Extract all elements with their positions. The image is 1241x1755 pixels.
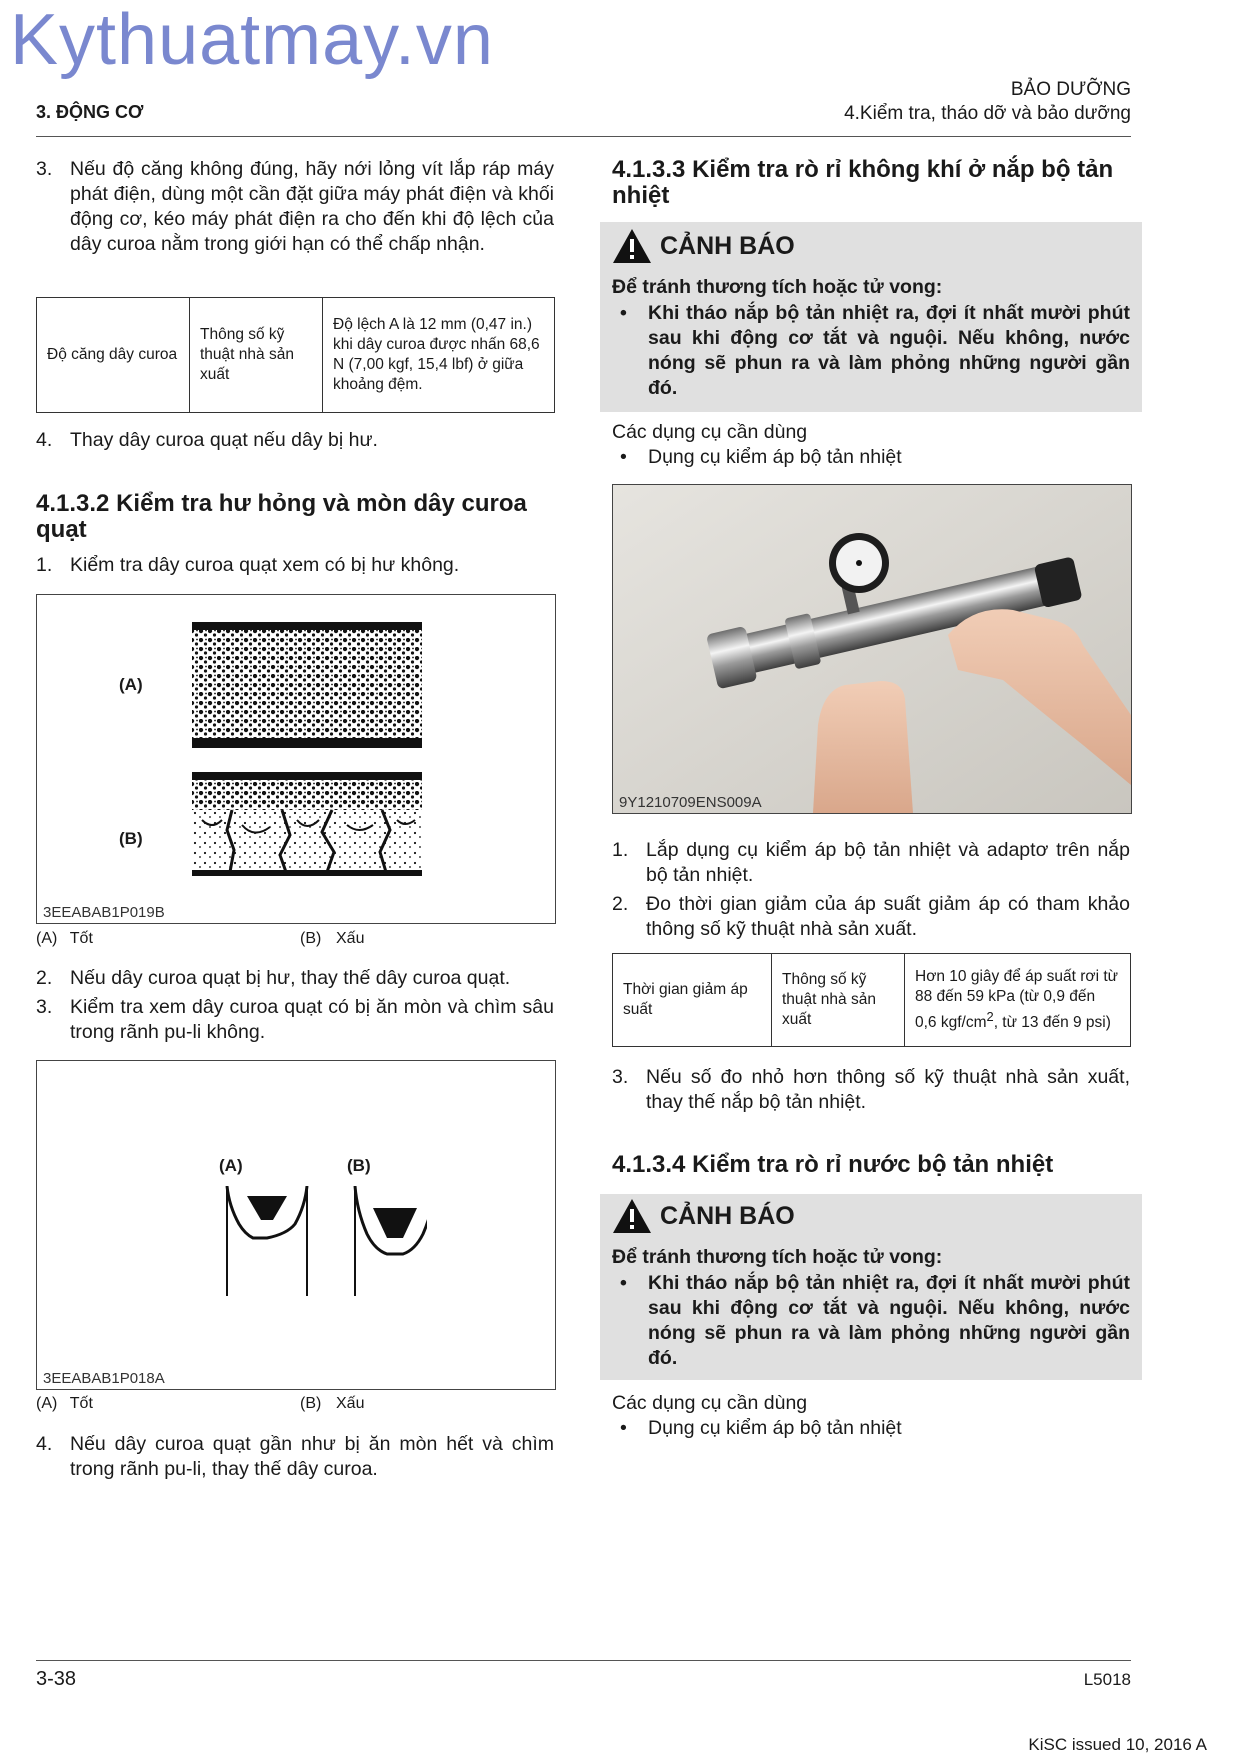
tools-label: Các dụng cụ cần dùng xyxy=(612,421,808,443)
figure2-caption xyxy=(36,1395,554,1413)
pulley-groove-figure xyxy=(36,1060,556,1390)
page-number: 3-38 xyxy=(36,1668,77,1690)
section2-step-3 xyxy=(36,995,554,1045)
section-heading-4-1-3-2: 4.1.3.2 Kiểm tra hư hỏng và mòn dây curoa quạt xyxy=(36,490,527,543)
chapter-title: 3. ĐỘNG CƠ xyxy=(36,102,144,122)
step-text: Kiểm tra dây curoa quạt xem có bị hư không. xyxy=(70,554,460,576)
step-number: 3. xyxy=(36,158,53,180)
warning-text: Khi tháo nắp bộ tản nhiệt ra, đợi ít nhất mười phút sau khi động cơ tắt và nguội. Nếu không, nước nóng sẽ phun ra và làm phỏng những người gần đó. xyxy=(648,302,1130,399)
groove-b-bad xyxy=(355,1186,427,1296)
step-number: 2. xyxy=(36,967,53,989)
warning-lead: Để tránh thương tích hoặc tử vong: xyxy=(612,276,943,298)
step-number: 4. xyxy=(36,1433,53,1455)
tools-label: Các dụng cụ cần dùng xyxy=(612,1392,808,1414)
spec-value-cell: Độ lệch A là 12 mm (0,47 in.) khi dây curoa được nhấn 68,6 N (7,00 kgf, 15,4 lbf) ở giữa khoảng đệm. xyxy=(323,298,555,413)
caption-value-a: Tốt xyxy=(69,930,93,947)
section3-step-1 xyxy=(612,838,1130,888)
belt-damage-figure xyxy=(36,594,556,924)
caption-key-a: (A) xyxy=(36,1395,58,1412)
belt-cross-section-illustration xyxy=(172,620,422,880)
spec-value-part2: , từ 13 đến 9 psi) xyxy=(993,1014,1111,1032)
caption-key-b: (B) xyxy=(300,1395,322,1412)
issue-info: KiSC issued 10, 2016 A xyxy=(1028,1735,1207,1754)
warning-title-text: CẢNH BÁO xyxy=(660,1201,795,1230)
warning-body xyxy=(612,301,1130,401)
spec-value-superscript: 2 xyxy=(986,1008,994,1024)
warning-body xyxy=(612,1271,1130,1371)
step-text: Thay dây curoa quạt nếu dây bị hư. xyxy=(70,429,378,451)
step-text: Kiểm tra xem dây curoa quạt có bị ăn mòn và chìm sâu trong rãnh pu-li không. xyxy=(70,996,554,1043)
bullet-glyph: • xyxy=(620,302,627,324)
warning-triangle-icon xyxy=(612,228,652,264)
header-divider xyxy=(36,136,1131,137)
step-number: 2. xyxy=(612,893,629,915)
photo-code: 9Y1210709ENS009A xyxy=(619,794,762,811)
step-3 xyxy=(36,157,554,257)
warning-lead: Để tránh thương tích hoặc tử vong: xyxy=(612,1246,943,1268)
section-header xyxy=(844,78,1131,126)
pressure-drop-spec-table xyxy=(612,953,1131,1047)
figure-code: 3EEABAB1P019B xyxy=(43,904,165,921)
section2-step-2 xyxy=(36,966,554,991)
tool-name: Dụng cụ kiểm áp bộ tản nhiệt xyxy=(648,446,902,468)
section-heading-4-1-3-4: 4.1.3.4 Kiểm tra rò rỉ nước bộ tản nhiệt xyxy=(612,1151,1054,1178)
spec-type-cell: Thông số kỹ thuật nhà sản xuất xyxy=(190,298,323,413)
caption-value-a: Tốt xyxy=(69,1395,93,1412)
section-heading-4-1-3-3: 4.1.3.3 Kiểm tra rò rỉ không khí ở nắp bộ tản nhiệt xyxy=(612,156,1114,209)
caption-key-a: (A) xyxy=(36,930,58,947)
section-header-line1: BẢO DƯỠNG xyxy=(1010,79,1131,100)
belt-b-cracked xyxy=(192,772,422,876)
warning-title-text: CẢNH BÁO xyxy=(660,231,795,260)
tool-item xyxy=(612,1416,1130,1441)
tester-illustration xyxy=(613,485,1131,813)
section3-step-2 xyxy=(612,892,1130,942)
bullet-glyph: • xyxy=(620,1272,627,1294)
spec-item-cell: Thời gian giảm áp suất xyxy=(613,954,772,1047)
step-4 xyxy=(36,428,554,453)
warning-triangle-icon xyxy=(612,1198,652,1234)
footer-divider xyxy=(36,1660,1131,1661)
step-number: 4. xyxy=(36,429,53,451)
tool-item xyxy=(612,445,1130,470)
step-number: 3. xyxy=(36,996,53,1018)
step-text: Nếu độ căng không đúng, hãy nới lỏng vít lắp ráp máy phát điện, dùng một cần đặt giữa máy phát điện và khối động cơ, kéo máy phát điện ra cho đến khi độ lệch của dây curoa nằm trong giới hạn có thể chấp nhận. xyxy=(70,158,554,255)
groove-a-good xyxy=(227,1186,307,1296)
radiator-tester-photo xyxy=(612,484,1132,814)
warning-box xyxy=(600,1194,1142,1380)
warning-text: Khi tháo nắp bộ tản nhiệt ra, đợi ít nhất mười phút sau khi động cơ tắt và nguội. Nếu không, nước nóng sẽ phun ra và làm phỏng những người gần đó. xyxy=(648,1272,1130,1369)
section3-step-3 xyxy=(612,1065,1130,1115)
caption-value-b: Xấu xyxy=(336,930,365,947)
section2-step-1 xyxy=(36,553,554,578)
belt-a-good xyxy=(192,622,422,748)
spec-item-cell: Độ căng dây curoa xyxy=(37,298,190,413)
tool-name: Dụng cụ kiểm áp bộ tản nhiệt xyxy=(648,1417,902,1439)
step-number: 3. xyxy=(612,1066,629,1088)
bullet-glyph: • xyxy=(620,1417,627,1439)
step-text: Nếu dây curoa quạt bị hư, thay thế dây curoa quạt. xyxy=(70,967,511,989)
step-number: 1. xyxy=(36,554,53,576)
caption-value-b: Xấu xyxy=(336,1395,365,1412)
warning-box xyxy=(600,222,1142,412)
spec-value-part1: Hơn 10 giây để áp suất rơi từ 88 đến 59 kPa (từ 0,9 đến 0,6 kgf/cm xyxy=(915,967,1119,1032)
pulley-groove-illustration xyxy=(187,1186,427,1296)
figure-label-b: (B) xyxy=(119,829,143,848)
bullet-glyph: • xyxy=(620,446,627,468)
caption-key-b: (B) xyxy=(300,930,322,947)
figure1-caption xyxy=(36,930,554,948)
step-number: 1. xyxy=(612,839,629,861)
step-text: Nếu số đo nhỏ hơn thông số kỹ thuật nhà sản xuất, thay thế nắp bộ tản nhiệt. xyxy=(646,1066,1130,1113)
warning-title xyxy=(612,1198,795,1234)
watermark-logo: Kythuatmay.vn xyxy=(10,0,494,80)
figure-label-a: (A) xyxy=(119,675,143,694)
step-text: Nếu dây curoa quạt gần như bị ăn mòn hết và chìm trong rãnh pu-li, thay thế dây curoa. xyxy=(70,1433,554,1480)
figure-label-a: (A) xyxy=(219,1156,243,1175)
step-text: Đo thời gian giảm của áp suất giảm áp có tham khảo thông số kỹ thuật nhà sản xuất. xyxy=(646,893,1130,940)
spec-value-cell xyxy=(905,954,1131,1047)
section2-step-4 xyxy=(36,1432,554,1482)
figure-label-b: (B) xyxy=(347,1156,371,1175)
section-header-line2: 4.Kiểm tra, tháo dỡ và bảo dưỡng xyxy=(844,103,1131,124)
figure-code: 3EEABAB1P018A xyxy=(43,1370,165,1387)
belt-tension-spec-table xyxy=(36,297,555,413)
step-text: Lắp dụng cụ kiểm áp bộ tản nhiệt và adaptơ trên nắp bộ tản nhiệt. xyxy=(646,839,1130,886)
spec-type-cell: Thông số kỹ thuật nhà sản xuất xyxy=(772,954,905,1047)
warning-title xyxy=(612,228,795,264)
model-code: L5018 xyxy=(1083,1670,1131,1689)
